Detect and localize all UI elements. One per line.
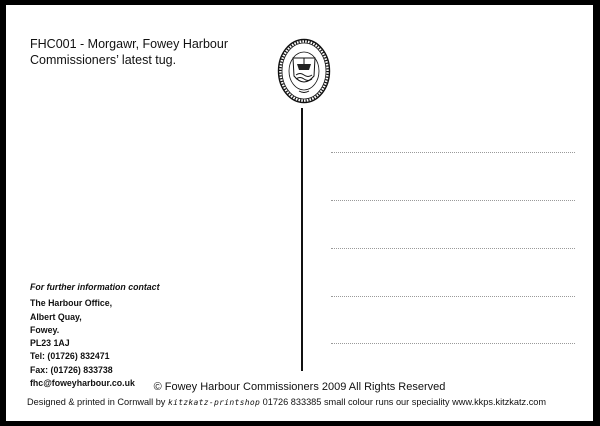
printer-credit-suffix: 01726 833385 small colour runs our speciality www.kkps.kitzkatz.com <box>262 397 547 407</box>
postcard-back <box>6 5 593 421</box>
card-caption <box>30 36 228 68</box>
contact-line-telephone: Tel: (01726) 832471 <box>30 351 110 362</box>
contact-line-town: Fowey. <box>30 324 60 335</box>
printer-credit-prefix: Designed & printed in Cornwall by <box>27 397 166 407</box>
contact-block <box>30 281 160 390</box>
printer-credit <box>27 397 546 407</box>
center-divider-line <box>301 108 303 371</box>
copyright-notice: © Fowey Harbour Commissioners 2009 All Rights Reserved <box>153 381 446 393</box>
caption-line-1: FHC001 - Morgawr, Fowey Harbour <box>30 37 228 51</box>
contact-line-postcode: PL23 1AJ <box>30 338 70 349</box>
caption-line-2: Commissioners’ latest tug. <box>30 53 177 67</box>
contact-line-office: The Harbour Office, <box>30 298 113 309</box>
printer-credit-name: kitzkatz-printshop <box>167 398 261 407</box>
address-line-1 <box>331 152 575 153</box>
address-line-4 <box>331 296 575 297</box>
address-line-2 <box>331 200 575 201</box>
harbour-commissioners-seal-icon <box>277 38 331 104</box>
contact-line-email: fhc@foweyharbour.co.uk <box>30 378 135 389</box>
contact-line-fax: Fax: (01726) 833738 <box>30 364 113 375</box>
contact-intro: For further information contact <box>30 282 160 292</box>
address-line-5 <box>331 343 575 344</box>
contact-line-quay: Albert Quay, <box>30 311 82 322</box>
address-line-3 <box>331 248 575 249</box>
